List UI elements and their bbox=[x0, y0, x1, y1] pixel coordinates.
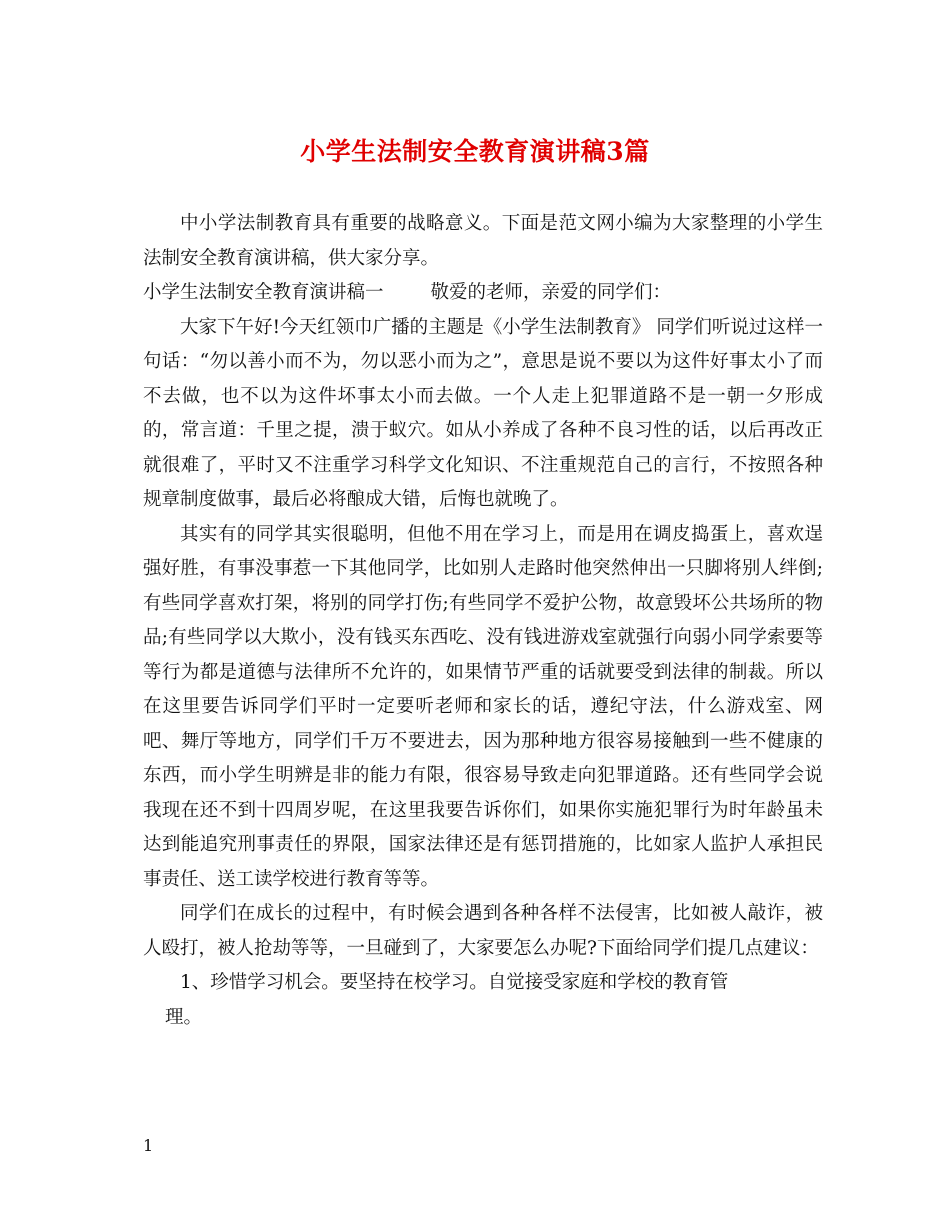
page-title: 小学生法制安全教育演讲稿3篇 bbox=[300, 137, 650, 166]
speech-heading-line: 小学生法制安全教育演讲稿一 敬爱的老师，亲爱的同学们： bbox=[143, 282, 672, 303]
intro-paragraph: 中小学法制教育具有重要的战略意义。下面是范文网小编为大家整理的小学生法制安全教育演讲稿，供大家分享。 bbox=[143, 213, 823, 269]
document-body bbox=[143, 207, 823, 1035]
body-paragraph-2: 其实有的同学其实很聪明，但他不用在学习上，而是用在调皮捣蛋上，喜欢逞强好胜，有事没事惹一下其他同学，比如别人走路时他突然伸出一只脚将别人绊倒;有些同学喜欢打架，将别的同学打伤;有些同学不爱护公物，故意毁坏公共场所的物品;有些同学以大欺小，没有钱买东西吃、没有钱进游戏室就强行向弱小同学索要等等行为都是道德与法律所不允许的，如果情节严重的话就要受到法律的制裁。所以在这里要告诉同学们平时一定要听老师和家长的话，遵纪守法，什么游戏室、网吧、舞厅等地方，同学们千万不要进去，因为那种地方很容易接触到一些不健康的东西，而小学生明辨是非的能力有限，很容易导致走向犯罪道路。还有些同学会说我现在还不到十四周岁呢，在这里我要告诉你们，如果你实施犯罪行为时年龄虽未达到能追究刑事责任的界限，国家法律还是有惩罚措施的，比如家人监护人承担民事责任、送工读学校进行教育等等。 bbox=[143, 523, 823, 890]
body-paragraph-1: 大家下午好!今天红领巾广播的主题是《小学生法制教育》 同学们听说过这样一句话：“勿以善小而不为，勿以恶小而为之”，意思是说不要以为这件好事太小了而不去做，也不以为这件坏事太小而去做。一个人走上犯罪道路不是一朝一夕形成的，常言道：千里之提，溃于蚁穴。如从小养成了各种不良习性的话，以后再改正就很难了，平时又不注重学习科学文化知识、不注重规范自己的言行，不按照各种规章制度做事，最后必将酿成大错，后悔也就晚了。 bbox=[143, 316, 823, 510]
list-item-1-continuation: 理。 bbox=[165, 1006, 203, 1028]
body-paragraph-3: 同学们在成长的过程中，有时候会遇到各种各样不法侵害，比如被人敲诈，被人殴打，被人抢劫等等，一旦碰到了，大家要怎么办呢?下面给同学们提几点建议： bbox=[143, 903, 823, 959]
page-number: 1 bbox=[143, 1136, 154, 1155]
list-item-1: 1、珍惜学习机会。要坚持在校学习。自觉接受家庭和学校的教育管 bbox=[180, 972, 729, 993]
